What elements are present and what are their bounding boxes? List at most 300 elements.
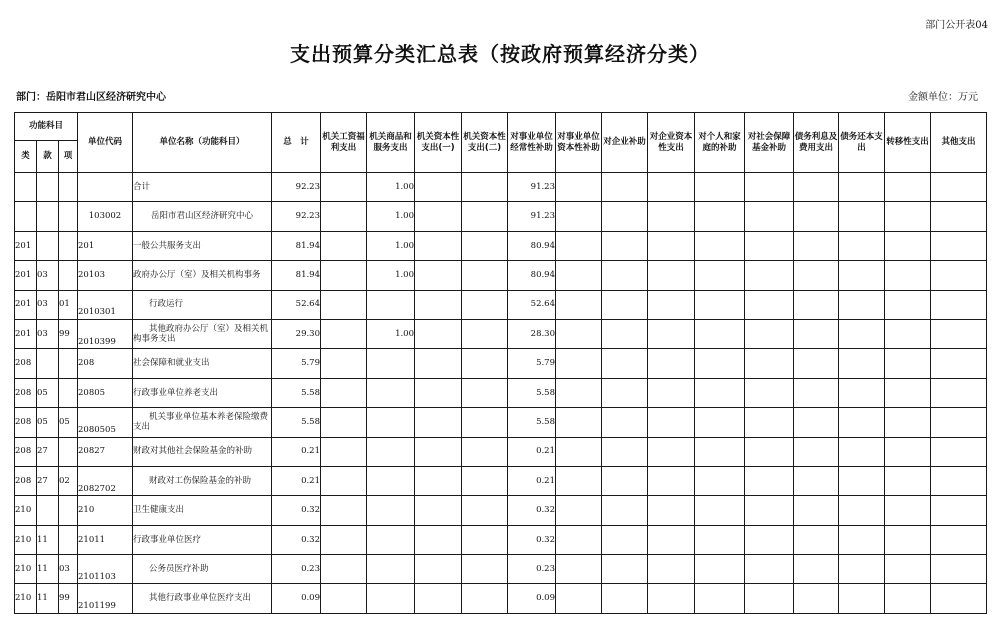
cell-unit-name [133,261,272,290]
cell-econ-7 [602,525,648,554]
cell-unit-name [133,555,272,584]
cell-total: 81.94 [272,261,321,290]
cell-xiang [59,173,78,202]
cell-econ-5: 80.94 [508,261,556,290]
cell-econ-3 [415,290,462,319]
cell-total: 0.21 [272,437,321,466]
cell-econ-13 [885,319,931,348]
cell-xiang [59,349,78,378]
cell-econ-14 [931,466,987,495]
cell-econ-3 [415,584,462,613]
cell-econ-9 [695,466,745,495]
cell-econ-9 [695,555,745,584]
table-row [15,319,987,348]
cell-econ-3 [415,319,462,348]
cell-econ-6 [556,584,602,613]
cell-econ-10 [745,437,794,466]
cell-econ-7 [602,437,648,466]
cell-unit-code: 21011 [78,525,133,554]
cell-unit-code: 103002 [78,202,133,231]
cell-lei: 208 [15,378,37,407]
cell-econ-1 [321,173,367,202]
cell-econ-5: 91.23 [508,173,556,202]
cell-econ-9 [695,584,745,613]
cell-xiang [59,496,78,525]
cell-econ-1 [321,202,367,231]
cell-econ-14 [931,555,987,584]
cell-econ-11 [794,437,839,466]
unit-name-text: 机关事业单位基本养老保险缴费支出 [133,411,269,433]
cell-econ-8 [648,261,695,290]
cell-econ-7 [602,584,648,613]
cell-total: 5.58 [272,378,321,407]
cell-unit-code: 2010399 [78,319,133,348]
cell-unit-code: 208 [78,349,133,378]
cell-econ-6 [556,466,602,495]
cell-econ-6 [556,173,602,202]
cell-kuan: 27 [37,437,59,466]
cell-xiang [59,437,78,466]
cell-econ-1 [321,378,367,407]
cell-econ-11 [794,349,839,378]
cell-econ-11 [794,584,839,613]
cell-econ-3 [415,555,462,584]
cell-econ-7 [602,231,648,260]
cell-econ-7 [602,173,648,202]
cell-unit-code: 2101103 [78,555,133,584]
cell-econ-9 [695,261,745,290]
cell-econ-6 [556,378,602,407]
cell-econ-2: 1.00 [367,319,415,348]
cell-econ-9 [695,408,745,437]
cell-xiang: 99 [59,584,78,613]
cell-econ-5: 0.21 [508,466,556,495]
cell-econ-3 [415,437,462,466]
cell-lei [15,173,37,202]
cell-econ-12 [839,555,885,584]
cell-econ-9 [695,496,745,525]
cell-econ-10 [745,584,794,613]
header-econ-col: 债务还本支出 [839,113,885,173]
cell-econ-4 [462,496,508,525]
header-total: 总 计 [272,113,321,173]
cell-unit-name [133,173,272,202]
cell-econ-13 [885,378,931,407]
header-econ-col: 对事业单位资本性补助 [556,113,602,173]
cell-econ-6 [556,349,602,378]
cell-econ-5: 80.94 [508,231,556,260]
header-xiang: 项 [59,141,78,173]
cell-econ-2 [367,378,415,407]
cell-unit-name [133,319,272,348]
cell-econ-11 [794,290,839,319]
cell-econ-14 [931,261,987,290]
cell-unit-code: 2101199 [78,584,133,613]
cell-econ-10 [745,378,794,407]
header-econ-col: 机关资本性支出(二) [462,113,508,173]
cell-unit-name [133,466,272,495]
cell-xiang [59,378,78,407]
table-row [15,349,987,378]
cell-econ-6 [556,408,602,437]
cell-econ-8 [648,319,695,348]
cell-econ-4 [462,525,508,554]
cell-econ-7 [602,290,648,319]
amount-unit-label: 金额单位：万元 [908,92,978,103]
cell-kuan: 03 [37,319,59,348]
cell-econ-4 [462,584,508,613]
cell-total: 0.32 [272,496,321,525]
cell-econ-2: 1.00 [367,261,415,290]
table-row [15,202,987,231]
unit-name-text: 岳阳市君山区经济研究中心 [150,211,253,222]
cell-econ-7 [602,555,648,584]
cell-econ-9 [695,349,745,378]
cell-lei [15,202,37,231]
table-row [15,437,987,466]
cell-econ-13 [885,525,931,554]
cell-econ-12 [839,408,885,437]
header-econ-col: 机关工资福利支出 [321,113,367,173]
cell-unit-code [78,173,133,202]
cell-econ-5: 0.09 [508,584,556,613]
cell-econ-1 [321,437,367,466]
cell-xiang [59,202,78,231]
cell-econ-10 [745,173,794,202]
header-unit-code: 单位代码 [78,113,133,173]
cell-lei: 210 [15,555,37,584]
cell-econ-4 [462,202,508,231]
cell-econ-7 [602,408,648,437]
cell-econ-2 [367,466,415,495]
cell-econ-2 [367,290,415,319]
unit-name-text: 财政对其他社会保险基金的补助 [133,446,253,457]
cell-econ-5: 0.23 [508,555,556,584]
cell-econ-9 [695,437,745,466]
cell-econ-8 [648,584,695,613]
cell-total: 5.58 [272,408,321,437]
cell-econ-3 [415,349,462,378]
cell-econ-5: 28.30 [508,319,556,348]
cell-kuan [37,231,59,260]
cell-kuan: 11 [37,525,59,554]
header-lei: 类 [15,141,37,173]
cell-econ-4 [462,466,508,495]
cell-econ-2 [367,496,415,525]
cell-econ-1 [321,231,367,260]
cell-econ-6 [556,231,602,260]
cell-unit-name [133,408,272,437]
cell-econ-14 [931,231,987,260]
cell-econ-4 [462,555,508,584]
cell-econ-7 [602,349,648,378]
cell-econ-1 [321,555,367,584]
cell-econ-4 [462,173,508,202]
cell-unit-code: 20827 [78,437,133,466]
cell-econ-3 [415,173,462,202]
table-row [15,496,987,525]
header-kuan: 款 [37,141,59,173]
header-econ-col: 对企业补助 [602,113,648,173]
cell-econ-6 [556,496,602,525]
cell-econ-9 [695,378,745,407]
cell-econ-4 [462,290,508,319]
cell-econ-12 [839,231,885,260]
cell-xiang: 05 [59,408,78,437]
cell-econ-3 [415,496,462,525]
cell-econ-2: 1.00 [367,231,415,260]
cell-econ-10 [745,525,794,554]
unit-name-text: 财政对工伤保险基金的补助 [149,475,252,486]
cell-econ-8 [648,466,695,495]
table-row [15,173,987,202]
cell-econ-14 [931,378,987,407]
cell-unit-code: 210 [78,496,133,525]
cell-econ-13 [885,408,931,437]
cell-econ-1 [321,261,367,290]
cell-econ-14 [931,437,987,466]
budget-table [14,112,987,614]
cell-econ-7 [602,319,648,348]
cell-xiang [59,525,78,554]
cell-kuan: 11 [37,584,59,613]
header-econ-col: 机关资本性支出(一) [415,113,462,173]
cell-econ-9 [695,173,745,202]
cell-econ-14 [931,290,987,319]
cell-lei: 208 [15,349,37,378]
cell-econ-5: 5.58 [508,408,556,437]
table-body [15,173,987,614]
cell-total: 0.23 [272,555,321,584]
unit-name-text: 卫生健康支出 [133,505,185,516]
header-econ-col: 对企业资本性支出 [648,113,695,173]
cell-econ-6 [556,319,602,348]
unit-name-text: 公务员医疗补助 [149,563,209,574]
cell-econ-5: 0.32 [508,496,556,525]
cell-unit-name [133,437,272,466]
cell-econ-11 [794,525,839,554]
cell-kuan [37,202,59,231]
header-econ-col: 对事业单位经常性补助 [508,113,556,173]
cell-econ-8 [648,202,695,231]
unit-name-text: 行政运行 [149,299,184,310]
cell-econ-8 [648,555,695,584]
cell-xiang [59,231,78,260]
cell-econ-8 [648,231,695,260]
form-number: 部门公开表04 [925,20,988,31]
cell-kuan [37,173,59,202]
cell-econ-12 [839,466,885,495]
cell-total: 29.30 [272,319,321,348]
cell-econ-7 [602,378,648,407]
header-econ-col: 其他支出 [931,113,987,173]
cell-econ-8 [648,437,695,466]
cell-unit-code: 20103 [78,261,133,290]
table-row [15,290,987,319]
cell-econ-8 [648,408,695,437]
header-unit-name: 单位名称（功能科目） [133,113,272,173]
table-row [15,408,987,437]
cell-econ-11 [794,496,839,525]
cell-econ-11 [794,408,839,437]
cell-lei: 201 [15,290,37,319]
unit-name-text: 一般公共服务支出 [133,240,202,251]
cell-econ-6 [556,290,602,319]
cell-econ-1 [321,525,367,554]
cell-econ-12 [839,319,885,348]
table-row [15,525,987,554]
cell-econ-11 [794,202,839,231]
cell-econ-2 [367,525,415,554]
cell-econ-2 [367,555,415,584]
cell-econ-8 [648,290,695,319]
cell-econ-11 [794,231,839,260]
cell-econ-11 [794,555,839,584]
table-row [15,466,987,495]
cell-econ-4 [462,319,508,348]
cell-econ-3 [415,525,462,554]
cell-unit-code: 2010301 [78,290,133,319]
cell-econ-12 [839,290,885,319]
header-econ-col: 对社会保障基金补助 [745,113,794,173]
cell-total: 92.23 [272,202,321,231]
cell-kuan: 05 [37,408,59,437]
cell-econ-13 [885,496,931,525]
cell-econ-14 [931,173,987,202]
cell-econ-13 [885,261,931,290]
cell-econ-5: 91.23 [508,202,556,231]
cell-econ-9 [695,231,745,260]
cell-lei: 208 [15,408,37,437]
cell-econ-1 [321,584,367,613]
cell-econ-4 [462,437,508,466]
cell-econ-2 [367,584,415,613]
cell-econ-8 [648,496,695,525]
table-row [15,231,987,260]
cell-econ-8 [648,525,695,554]
cell-econ-6 [556,525,602,554]
cell-econ-4 [462,378,508,407]
cell-econ-13 [885,437,931,466]
cell-lei: 208 [15,437,37,466]
cell-econ-10 [745,555,794,584]
cell-kuan [37,496,59,525]
cell-econ-10 [745,466,794,495]
cell-total: 0.32 [272,525,321,554]
unit-name-text: 合计 [133,181,151,192]
page-title: 支出预算分类汇总表（按政府预算经济分类） [290,42,710,66]
cell-econ-14 [931,408,987,437]
cell-econ-1 [321,408,367,437]
cell-kuan: 11 [37,555,59,584]
cell-econ-6 [556,555,602,584]
cell-econ-7 [602,466,648,495]
cell-econ-2 [367,349,415,378]
cell-total: 52.64 [272,290,321,319]
table-header [15,113,987,173]
cell-econ-12 [839,173,885,202]
cell-econ-6 [556,437,602,466]
cell-econ-12 [839,525,885,554]
cell-econ-4 [462,408,508,437]
cell-econ-5: 5.79 [508,349,556,378]
cell-econ-11 [794,466,839,495]
cell-econ-11 [794,319,839,348]
cell-econ-13 [885,173,931,202]
header-econ-col: 对个人和家庭的补助 [695,113,745,173]
cell-econ-3 [415,408,462,437]
cell-econ-10 [745,231,794,260]
cell-econ-10 [745,349,794,378]
cell-lei: 210 [15,584,37,613]
cell-unit-name [133,202,272,231]
cell-econ-12 [839,584,885,613]
cell-econ-4 [462,349,508,378]
table-row [15,261,987,290]
header-econ-col: 转移性支出 [885,113,931,173]
cell-econ-10 [745,319,794,348]
cell-unit-code: 2082702 [78,466,133,495]
cell-unit-code: 2080505 [78,408,133,437]
cell-unit-name [133,525,272,554]
cell-econ-13 [885,290,931,319]
cell-econ-2 [367,437,415,466]
cell-unit-code: 20805 [78,378,133,407]
cell-kuan: 27 [37,466,59,495]
cell-total: 0.21 [272,466,321,495]
cell-econ-1 [321,466,367,495]
cell-econ-7 [602,496,648,525]
cell-econ-13 [885,555,931,584]
table-row [15,378,987,407]
unit-name-text: 政府办公厅（室）及相关机构事务 [133,270,261,281]
cell-econ-9 [695,202,745,231]
cell-xiang: 03 [59,555,78,584]
cell-lei: 210 [15,525,37,554]
cell-econ-13 [885,466,931,495]
cell-econ-1 [321,496,367,525]
unit-name-text: 行政事业单位医疗 [133,534,202,545]
cell-econ-6 [556,261,602,290]
unit-name-text: 社会保障和就业支出 [133,358,210,369]
cell-econ-6 [556,202,602,231]
unit-name-text: 其他行政事业单位医疗支出 [149,593,252,604]
cell-total: 5.79 [272,349,321,378]
cell-econ-12 [839,437,885,466]
cell-lei: 208 [15,466,37,495]
cell-lei: 201 [15,319,37,348]
cell-econ-13 [885,584,931,613]
cell-econ-13 [885,231,931,260]
cell-econ-12 [839,496,885,525]
cell-econ-4 [462,231,508,260]
cell-unit-name [133,231,272,260]
cell-econ-1 [321,349,367,378]
cell-econ-10 [745,202,794,231]
cell-xiang: 02 [59,466,78,495]
unit-name-text: 其他政府办公厅（室）及相关机构事务支出 [133,323,269,345]
cell-econ-14 [931,349,987,378]
cell-econ-10 [745,261,794,290]
cell-lei: 201 [15,261,37,290]
table-row [15,555,987,584]
cell-unit-name [133,584,272,613]
cell-kuan [37,349,59,378]
cell-unit-name [133,349,272,378]
cell-econ-1 [321,319,367,348]
cell-econ-14 [931,584,987,613]
cell-econ-10 [745,496,794,525]
